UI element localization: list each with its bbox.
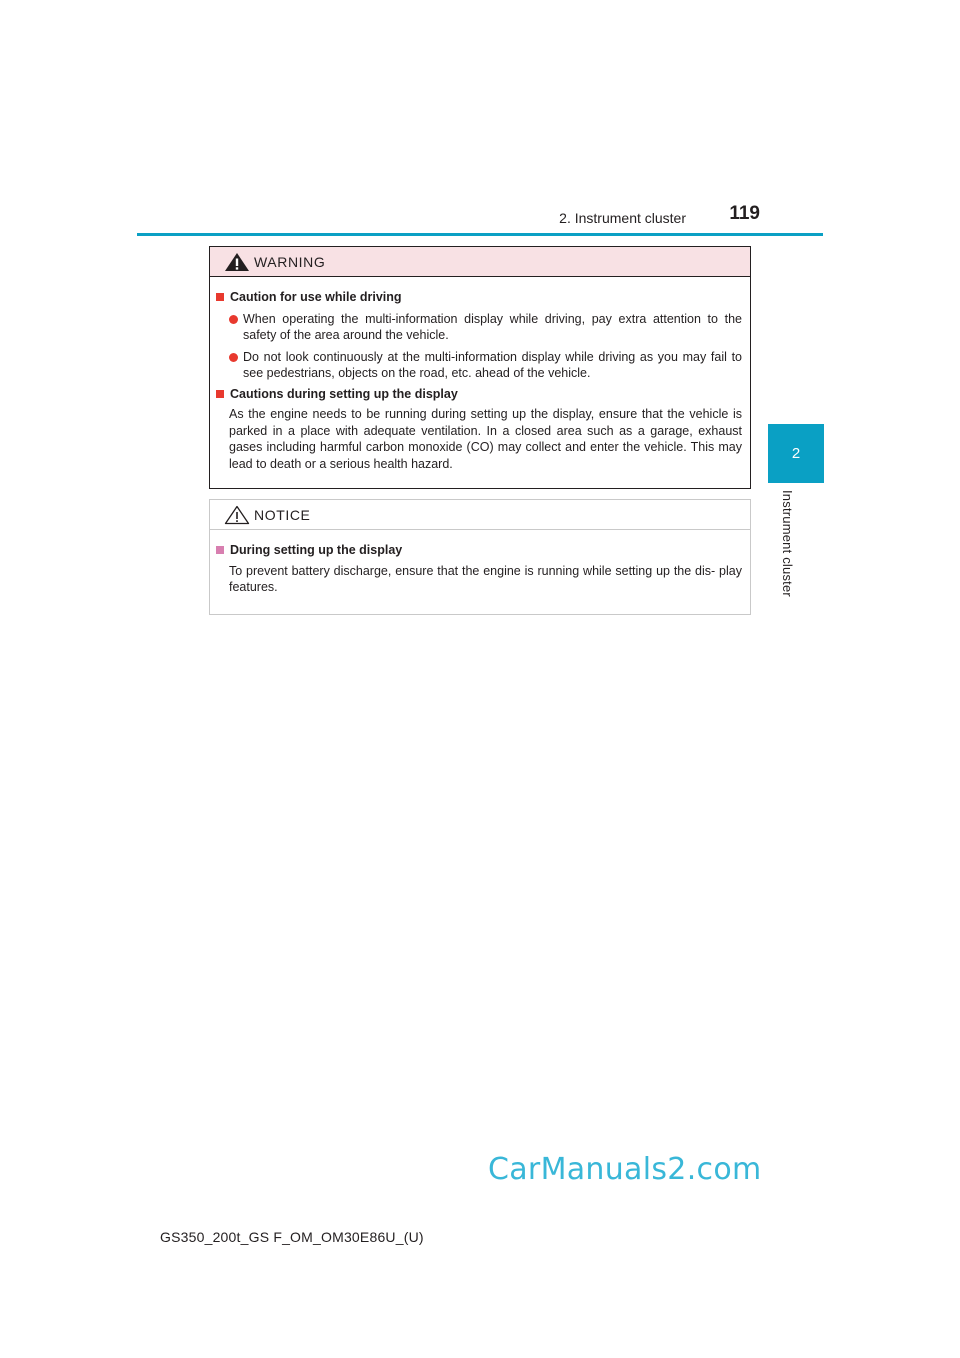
- warning-body: [210, 277, 750, 472]
- running-header-title: 2. Instrument cluster: [559, 210, 686, 226]
- warning-section: [216, 386, 742, 473]
- warning-box: [209, 246, 751, 489]
- section-paragraph: As the engine needs to be running during setting up the display, ensure that the vehicle is parked in a place with adequate ventilation. In a closed area such as a garage, exhaust gases including harmful carbon monoxide (CO) may collect and enter the vehicle. This may lead to death or a serious health hazard.: [229, 407, 742, 471]
- list-item: When operating the multi-information display while driving, pay extra attention to the safety of the area around the vehicle.: [216, 311, 742, 344]
- square-bullet-icon: [216, 390, 224, 398]
- chapter-tab: 2: [768, 424, 824, 483]
- notice-section: [216, 542, 742, 596]
- square-bullet-icon: [216, 546, 224, 554]
- list-item: Do not look continuously at the multi-information display while driving as you may fail to see pedestrians, objects on the road, etc. ahead of the vehicle.: [216, 349, 742, 382]
- round-bullet-icon: [229, 353, 238, 362]
- footer-document-code: GS350_200t_GS F_OM_OM30E86U_(U): [160, 1229, 424, 1245]
- round-bullet-icon: [229, 315, 238, 324]
- square-bullet-icon: [216, 293, 224, 301]
- notice-box: [209, 499, 751, 615]
- page-number: 119: [729, 203, 760, 224]
- header-rule: [137, 233, 823, 236]
- chapter-side-label: Instrument cluster: [780, 490, 795, 597]
- warning-header: [210, 247, 750, 277]
- section-title: During setting up the display: [230, 543, 403, 557]
- section-paragraph: To prevent battery discharge, ensure that the engine is running while setting up the dis- play features.: [229, 563, 742, 594]
- notice-header: [210, 500, 750, 530]
- warning-section: [216, 289, 742, 382]
- section-title: Cautions during setting up the display: [230, 386, 458, 401]
- watermark-logo: CarManuals2.com: [488, 1152, 762, 1187]
- notice-icon: [223, 504, 251, 526]
- notice-body: [210, 530, 750, 596]
- warning-heading: WARNING: [254, 253, 326, 270]
- notice-heading: NOTICE: [254, 506, 311, 523]
- warning-icon: [223, 251, 251, 273]
- section-title: Caution for use while driving: [230, 290, 402, 304]
